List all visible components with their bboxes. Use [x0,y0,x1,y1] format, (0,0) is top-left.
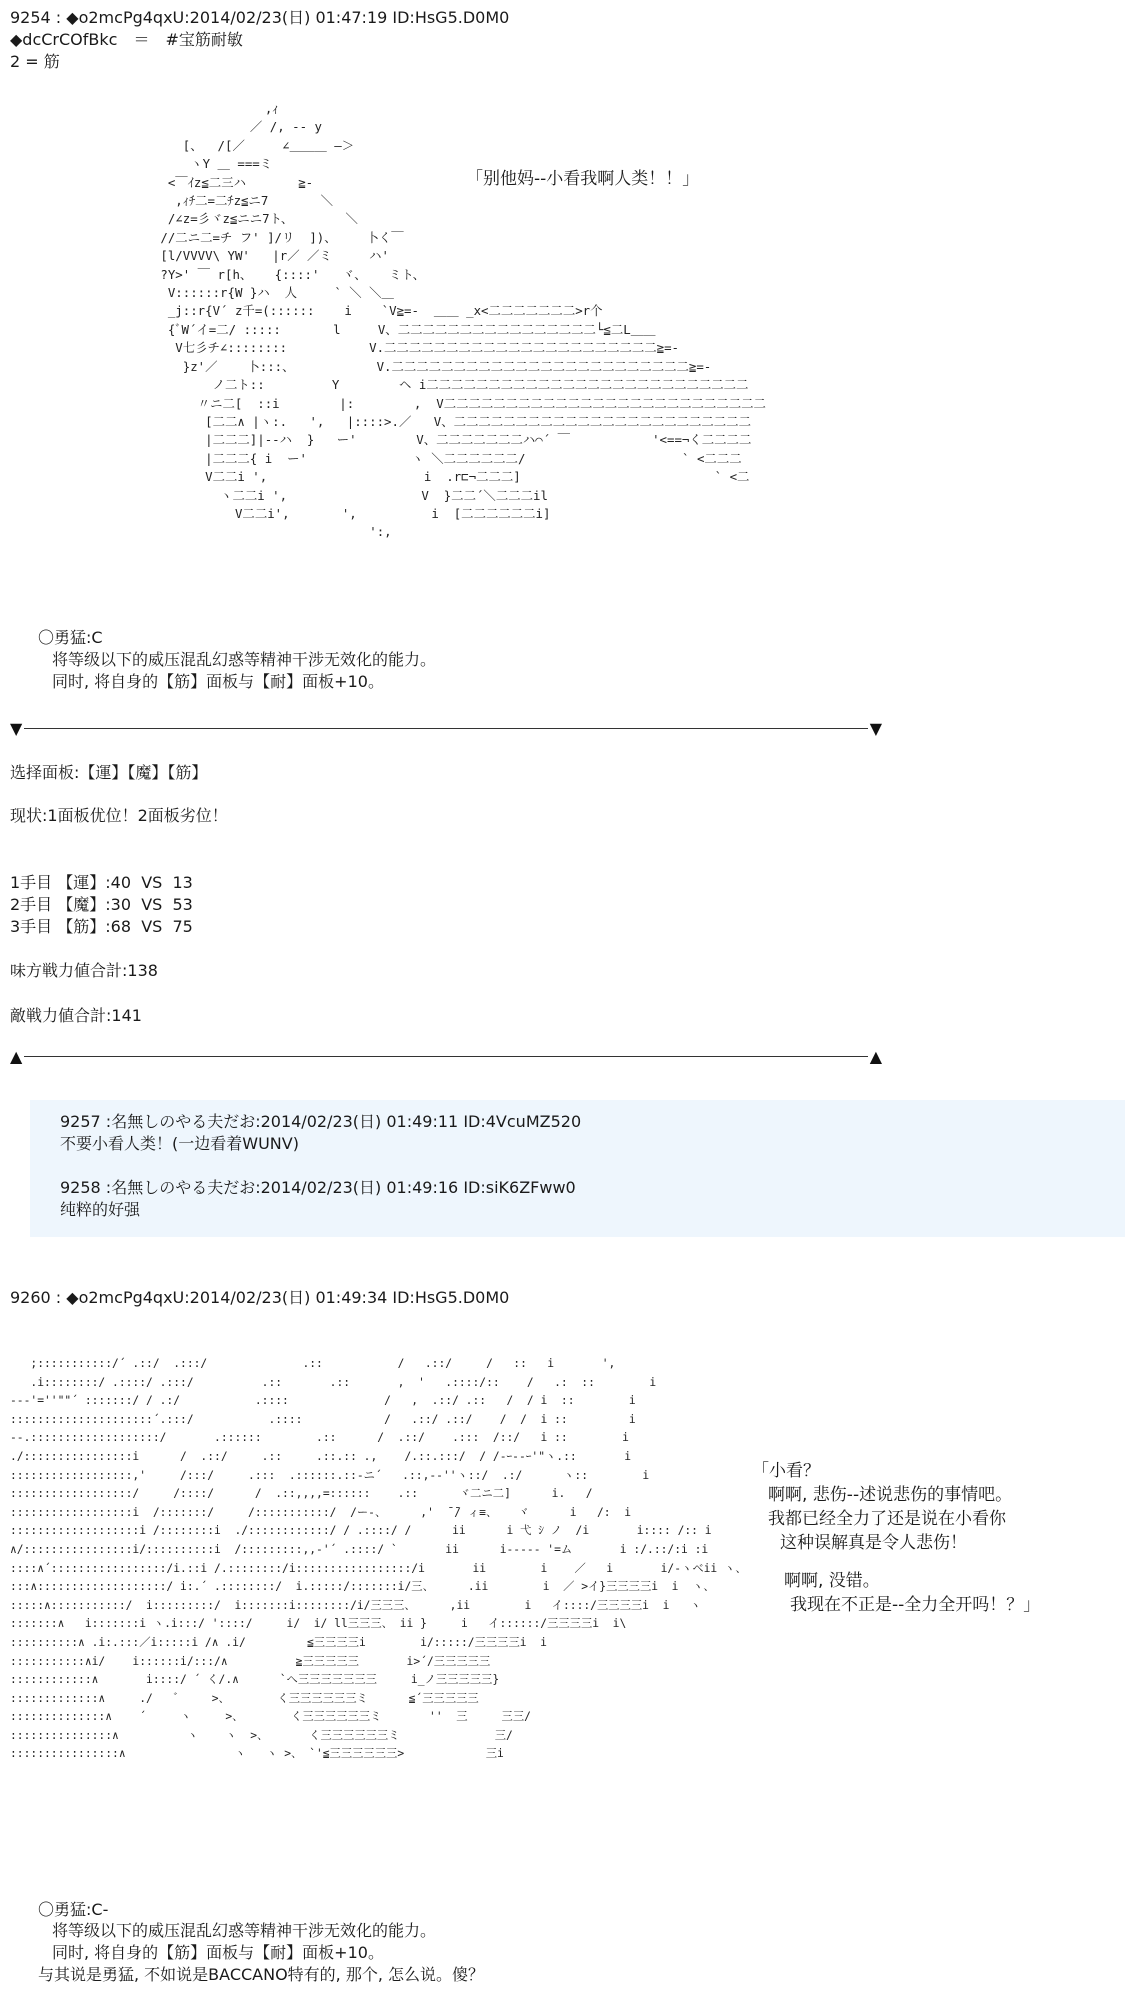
skill-desc: 同时, 将自身的【筋】面板与【耐】面板+10。 [52,1943,384,1962]
ally-total: 味方戦力値合計:138 [10,961,158,980]
skill-desc: 与其说是勇猛, 不如说是BACCANO特有的, 那个, 怎么说。傻？ [38,1965,485,1984]
speech-line: 我都已经全力了还是说在小看你 [768,1509,1006,1529]
reply-header: 9257 :名無しのやる夫だお:2014/02/23(日) 01:49:11 ID:4VcuMZ520 [60,1112,582,1131]
section-divider [10,1048,882,1066]
divider-line [24,728,868,729]
section-divider [10,720,882,738]
reply-text: 纯粹的好强 [60,1200,141,1219]
triangle-down-icon: ▼ [869,719,882,738]
roll-line: 2 = 筋 [10,52,60,71]
skill-title: 〇勇猛:C [38,628,103,647]
turn-row: 2手目 【魔】:30 VS 53 [10,895,193,914]
enemy-total: 敵戦力値合計:141 [10,1006,142,1025]
ascii-art: ;:::::::::::/´ .::/ .:::/ .:: / .::/ / :: i ', .i::::::::/ .::::/ .:::/ .:: .:: , ' .::::/:: / .: :: i ---'=''""´ :::::::/ / .:/ .:::: / , .::/ .:: / / i :: i :::::::::::::::::::::´.:::/ .:::: / .::/ .::/ / / i :: i --.:::::::::::::::::::/ .:::::: .:: / .::/ .::: /::/ i :: i ./::::::::::::::::i / .::/ .:: .::.:: ., /.::.:::/ / /-ｰ--ｰ'"ヽ.:: i ::::::::::::::::::,' /:::/ .::: .::::::.::-ニ´ .::,-‐''ヽ::/ .:/ ヽ:: i ::::::::::::::::::/ /::::/ / .::,,,,=:::::: .:: ヾ二ニ二] i. / ::::::::::::::::::i /:::::::/ /:::::::::::/ /ー-、 ,' ̄ ̄/ ィ≡、 ヾ i /: i :::::::::::::::::::i /::::::::i ./::::::::::::/ / .::::/ / ii i 弋 ｼ ノ /i i:::: /:: i ∧/::::::::::::::::i/::::::::::i /:::::::::,,-'´ .::::/ ` ii i----- '=ム i :/.::/:i :i ::::∧´:::::::::::::::::/i.::i /.::::::::/i:::::::::::::::::/i ii i ／ i i/-ヽベii ヽ、 :::∧:::::::::::::::::::/ i:.´ .::::::::/ i.:::::/:::::::i/三、 .ii i ／ >イ}三三三三i i ヽ、 :::::∧:::::::::::/ i:::::::::/ i:::::::i::::::::/i/三三三、 ,ii i イ::::/三三三三i i ヽ :::::::∧ i:::::::i ヽ.i:::/ '::::/ i/ i/ ll三三三、 ii } i イ::::::/三三三三i i\ ::::::::::∧ .i:.:::／i:::::i /∧ .i/ ≦三三三三i i/:::::/三三三三i i :::::::::::∧i/ i::::::i/:::/∧ ≧三三三三三 i>´/三三三三三 ::::::::::::∧ i::::/ ´ く/.∧ `へ三三三三三三三 i_ノ三三三三三} :::::::::::::∧ ./ ゛ >、 く三三三三三三ミ ≦´三三三三三 ::::::::::::::∧ ´ ヽ >、 く三三三三三三ミ '' 三 三三/ :::::::::::::::∧ ヽ ヽ >、 く三三三三三三ミ 三/ ::::::::::::::::∧ ヽ ヽ >、 `'≦三三三三三三> 三i [10,1357,747,1761]
divider-line [24,1056,868,1057]
post-header: 9260 : ◆o2mcPg4qxU:2014/02/23(日) 01:49:34 ID:HsG5.D0M0 [10,1288,510,1307]
triangle-up-icon: ▲ [869,1047,882,1066]
trip-line: ◆dcCrCOfBkc ＝ #宝筋耐敏 [10,30,243,49]
speech-bubble: 「别他妈--小看我啊人类！！」 [466,169,700,189]
skill-desc: 同时, 将自身的【筋】面板与【耐】面板+10。 [52,672,384,691]
skill-title: 〇勇猛:C- [38,1900,109,1919]
reply-text: 不要小看人类！(一边看着WUNV) [60,1134,299,1153]
speech-line: 啊啊, 悲伤--述说悲伤的事情吧。 [768,1485,1013,1505]
triangle-up-icon: ▲ [10,1047,23,1066]
ascii-art: ,ｨ ／ /, ‐‐ y [、 /[／ ∠＿＿＿ ―＞ ヽY ＿ ===ミ <￣ｲz≦二三ハ ≧- ,ｨﾁ二=二ﾁz≦ニ7 ＼ /∠z=彡ヾz≦ニニ7ト、 ＼ //二ニ二=チ フ' ]/リ ])、 卜く￣ [l/VVVV\ YW' |r／ ／ミ ハ' ?Y>' ￣ r[h、 {::::' ヾ、 ミト、 V::::::r{W }ハ 人 ` ＼ ＼＿ _j::r{V´ z千=(:::::: i `V≧=- ＿＿ _x<二二二二二二二>r个 {ﾞW´イ=二/ ::::: l V、二二二二二二二二二二二二二二二二└≦二L＿＿ V七彡チ∠:::::::: V.二二二二二二二二二二二二二二二二二二二二二二≧=- }z'／ 卜:::、 V.二二二二二二二二二二二二二二二二二二二二二二二二≧=- ノ二ト:: Y ヘ i二二二二二二二二二二二二二二二二二二二二二二二二二二 〃ニ二[ ::i |: , V二二二二二二二二二二二二二二二二二二二二二二二二二二 [二二∧ |ヽ:. ', |::::>.／ V、二二二二二二二二二二二二二二二二二二二二二二二二 |二二二]|--ハ } ー' V、二二二二二二二ハ⌒´ ￣ '<==¬く二二二二 |二二二{ i ー' ヽ ＼二二二二二二/ ` <二二二 V二二i ', i .r⊏¬二二二] ` <二 ヽ二二i ', V }二二´＼二二二il V二二i', ', i [二二二二二二i] ':, [160,101,766,540]
turn-row: 1手目 【運】:40 VS 13 [10,873,193,892]
triangle-down-icon: ▼ [10,719,23,738]
speech-line: 这种误解真是令人悲伤！ [780,1533,967,1553]
panel-status: 现状:1面板优位！2面板劣位！ [10,806,228,825]
skill-desc: 将等级以下的威压混乱幻惑等精神干涉无效化的能力。 [52,650,437,669]
speech-line: 啊啊, 没错。 [784,1571,880,1591]
skill-desc: 将等级以下的威压混乱幻惑等精神干涉无效化的能力。 [52,1921,437,1940]
reply-box [30,1100,1125,1237]
turn-row: 3手目 【筋】:68 VS 75 [10,917,193,936]
post-header: 9254 : ◆o2mcPg4qxU:2014/02/23(日) 01:47:19 ID:HsG5.D0M0 [10,8,510,27]
reply-header: 9258 :名無しのやる夫だお:2014/02/23(日) 01:49:16 ID:siK6ZFww0 [60,1178,576,1197]
speech-line: 「小看？ [752,1461,820,1481]
speech-line: 我现在不正是--全力全开吗！？」 [790,1595,1041,1615]
panel-select: 选择面板:【運】【魔】【筋】 [10,763,208,782]
